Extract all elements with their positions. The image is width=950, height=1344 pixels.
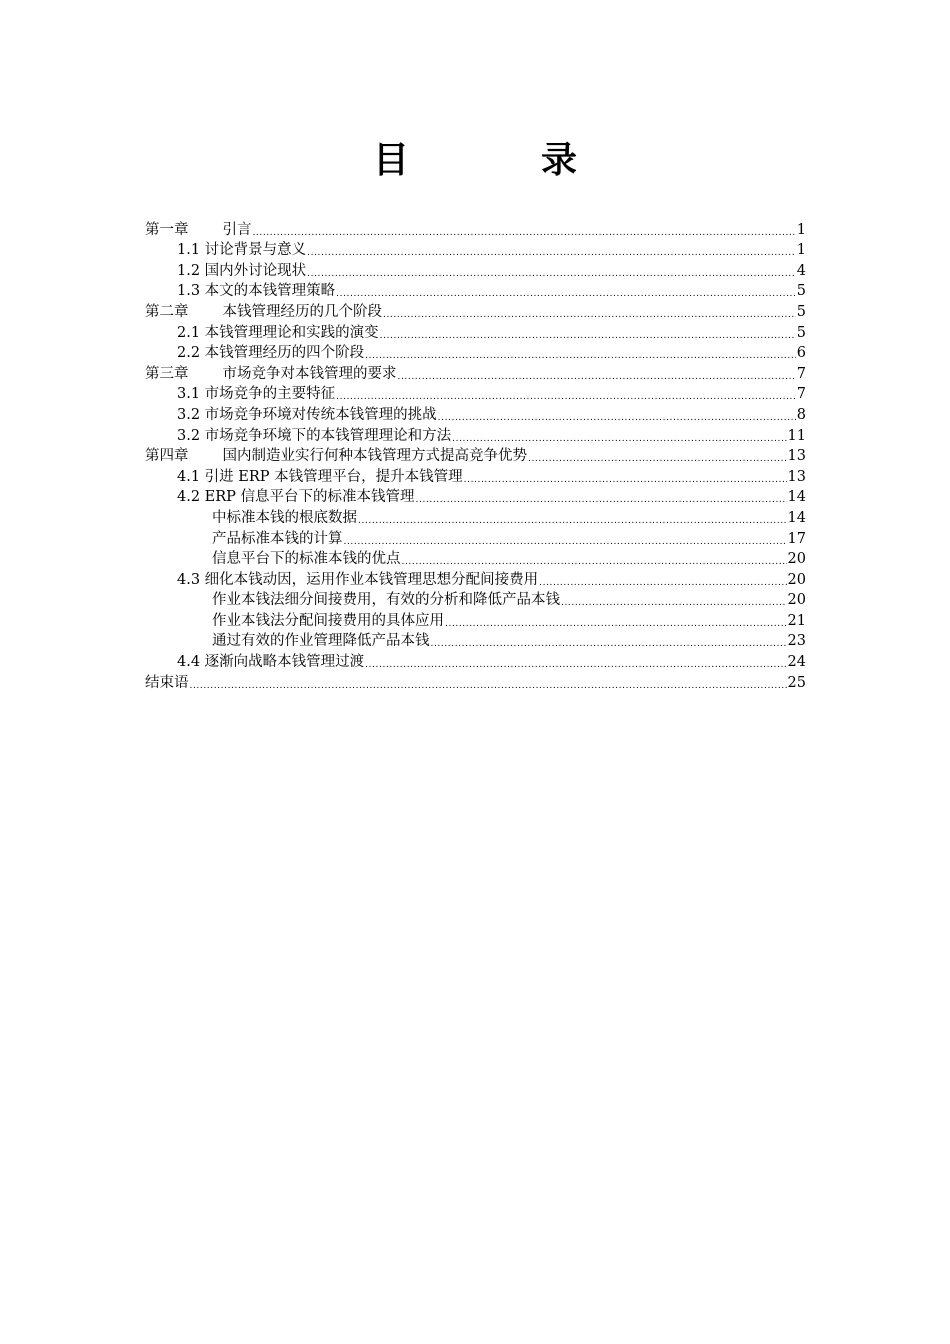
toc-entry[interactable] xyxy=(145,651,806,672)
dot-leader xyxy=(365,349,796,363)
toc-entry-label xyxy=(212,549,401,569)
toc-entry-number: 2.1 xyxy=(177,324,201,341)
toc-page-number: 1 xyxy=(796,242,806,259)
toc-entry-number: 4.3 xyxy=(177,571,201,588)
toc-entry-text: 细化本钱动因，运用作业本钱管理思想分配间接费用 xyxy=(204,571,539,588)
page-title: 目 录 xyxy=(372,139,625,181)
dot-leader xyxy=(445,617,787,631)
toc-entry[interactable] xyxy=(145,487,806,508)
toc-entry-label xyxy=(145,364,397,384)
toc-entry-label xyxy=(177,384,335,404)
toc-entry[interactable] xyxy=(145,569,806,590)
dot-leader xyxy=(383,308,796,322)
toc-entry[interactable] xyxy=(145,507,806,528)
toc-entry-text: 中标准本钱的根底数据 xyxy=(212,509,357,526)
dot-leader xyxy=(336,390,796,404)
dot-leader xyxy=(380,329,796,343)
toc-entry-text: 本钱管理理论和实践的演变 xyxy=(204,324,379,341)
toc-entry-text: 国内制造业实行何种本钱管理方式提高竞争优势 xyxy=(222,448,527,465)
toc-entry-label xyxy=(177,652,364,672)
toc-entry-number: 3.1 xyxy=(177,386,201,403)
toc-entry[interactable] xyxy=(145,322,806,343)
toc-entry-text: 市场竞争环境下的本钱管理理论和方法 xyxy=(204,427,452,444)
toc-entry-number: 1.1 xyxy=(177,242,201,259)
toc-entry-label xyxy=(177,467,463,487)
dot-leader xyxy=(561,596,787,610)
toc-entry-number: 1.2 xyxy=(177,262,201,279)
toc-page-number: 14 xyxy=(787,489,806,506)
toc-entry-label xyxy=(212,590,560,610)
toc-entry-label xyxy=(177,405,437,425)
toc-page-number: 5 xyxy=(796,324,806,341)
toc-entry[interactable] xyxy=(145,631,806,652)
toc-entry-text: 产品标准本钱的计算 xyxy=(212,530,343,547)
toc-page-number: 20 xyxy=(787,592,806,609)
dot-leader xyxy=(336,287,796,301)
dot-leader xyxy=(431,637,787,651)
toc-page-number: 13 xyxy=(787,448,806,465)
dot-leader xyxy=(307,246,796,260)
toc-page-number: 4 xyxy=(796,262,806,279)
toc-page-number: 1 xyxy=(796,221,806,238)
toc-entry[interactable] xyxy=(145,590,806,611)
toc-entry-text: 通过有效的作业管理降低产品本钱 xyxy=(212,633,430,650)
toc-page-number: 23 xyxy=(787,633,806,650)
toc-entry-label xyxy=(177,261,306,281)
toc-page-number: 8 xyxy=(796,406,806,423)
dot-leader xyxy=(539,576,786,590)
toc-page-number: 5 xyxy=(796,303,806,320)
dot-leader xyxy=(344,535,787,549)
toc-entry-label xyxy=(145,673,189,693)
toc-entry-text: 本文的本钱管理策略 xyxy=(204,283,336,300)
toc-entry[interactable] xyxy=(145,281,806,302)
toc-entry[interactable] xyxy=(145,343,806,364)
toc-entry[interactable] xyxy=(145,260,806,281)
toc-entry-number: 3.2 xyxy=(177,427,201,444)
toc-entry-text: 国内外讨论现状 xyxy=(204,262,307,279)
toc-page-number: 7 xyxy=(796,386,806,403)
toc-entry-label xyxy=(212,631,430,651)
toc-entry-label xyxy=(177,240,306,260)
toc-entry-text: 作业本钱法分配间接费用的具体应用 xyxy=(212,612,444,629)
toc-entry-text: 引进 ERP 本钱管理平台，提升本钱管理 xyxy=(204,468,463,485)
toc-entry-number: 4.2 xyxy=(177,489,201,506)
toc-entry[interactable] xyxy=(145,240,806,261)
toc-page-number: 25 xyxy=(787,674,806,691)
toc-entry-text: 作业本钱法细分间接费用，有效的分析和降低产品本钱 xyxy=(212,592,560,609)
toc-entry-text: 结束语 xyxy=(145,674,189,691)
toc-entry-number: 2.2 xyxy=(177,345,201,362)
toc-entry[interactable] xyxy=(145,466,806,487)
toc-entry-label xyxy=(212,508,357,528)
toc-entry-text: 市场竞争环境对传统本钱管理的挑战 xyxy=(204,406,437,423)
toc-entry[interactable] xyxy=(145,528,806,549)
toc-entry-number: 1.3 xyxy=(177,283,201,300)
toc-entry-text: ERP 信息平台下的标准本钱管理 xyxy=(204,489,415,506)
toc-entry[interactable] xyxy=(145,672,806,693)
toc-entry-text: 市场竞争对本钱管理的要求 xyxy=(222,365,397,382)
dot-leader xyxy=(358,514,787,528)
dot-leader xyxy=(307,267,796,281)
toc-page-number: 17 xyxy=(787,530,806,547)
toc-page-number: 20 xyxy=(787,551,806,568)
dot-leader xyxy=(438,411,796,425)
toc-entry-label xyxy=(177,323,379,343)
dot-leader xyxy=(464,473,787,487)
toc-entry-label xyxy=(212,611,444,631)
toc-entry-text: 本钱管理经历的几个阶段 xyxy=(222,303,382,320)
toc-entry[interactable] xyxy=(145,549,806,570)
table-of-contents xyxy=(145,219,806,693)
toc-page-number: 6 xyxy=(796,345,806,362)
dot-leader xyxy=(402,555,787,569)
toc-entry-text: 引言 xyxy=(222,221,252,238)
toc-page-number: 13 xyxy=(787,468,806,485)
toc-entry[interactable] xyxy=(145,301,806,322)
toc-page-number: 5 xyxy=(796,283,806,300)
toc-entry-text: 本钱管理经历的四个阶段 xyxy=(204,345,365,362)
toc-entry-number: 4.1 xyxy=(177,468,201,485)
toc-entry-label xyxy=(177,426,451,446)
toc-entry-number: 4.4 xyxy=(177,654,201,671)
toc-entry-number: 第三章 xyxy=(145,365,189,382)
toc-page-number: 7 xyxy=(796,365,806,382)
toc-entry-label xyxy=(145,446,527,466)
dot-leader xyxy=(416,493,787,507)
toc-page-number: 21 xyxy=(787,612,806,629)
toc-entry-text: 逐渐向战略本钱管理过渡 xyxy=(204,654,365,671)
toc-entry-label xyxy=(212,529,343,549)
toc-entry-number: 第二章 xyxy=(145,303,189,320)
dot-leader xyxy=(398,370,796,384)
toc-entry[interactable] xyxy=(145,610,806,631)
toc-entry[interactable] xyxy=(145,404,806,425)
toc-page-number: 24 xyxy=(787,654,806,671)
toc-entry-label xyxy=(145,220,252,240)
toc-entry[interactable] xyxy=(145,446,806,467)
toc-entry[interactable] xyxy=(145,219,806,240)
dot-leader xyxy=(528,452,787,466)
toc-entry-text: 市场竞争的主要特征 xyxy=(204,386,336,403)
toc-entry-number: 3.2 xyxy=(177,406,201,423)
toc-entry-text: 信息平台下的标准本钱的优点 xyxy=(212,551,401,568)
toc-entry-label xyxy=(177,570,538,590)
toc-entry[interactable] xyxy=(145,363,806,384)
toc-page-number: 11 xyxy=(787,427,806,444)
toc-entry-label xyxy=(177,281,335,301)
toc-entry-number: 第四章 xyxy=(145,448,189,465)
toc-entry[interactable] xyxy=(145,425,806,446)
toc-page-number: 20 xyxy=(787,571,806,588)
toc-page-number: 14 xyxy=(787,509,806,526)
dot-leader xyxy=(452,432,786,446)
toc-entry-label xyxy=(177,487,415,507)
toc-entry-text: 讨论背景与意义 xyxy=(204,242,307,259)
toc-entry-label xyxy=(145,302,382,322)
toc-entry-number: 第一章 xyxy=(145,221,189,238)
toc-entry-label xyxy=(177,343,364,363)
dot-leader xyxy=(253,226,796,240)
dot-leader xyxy=(365,658,786,672)
dot-leader xyxy=(190,679,787,693)
toc-entry[interactable] xyxy=(145,384,806,405)
